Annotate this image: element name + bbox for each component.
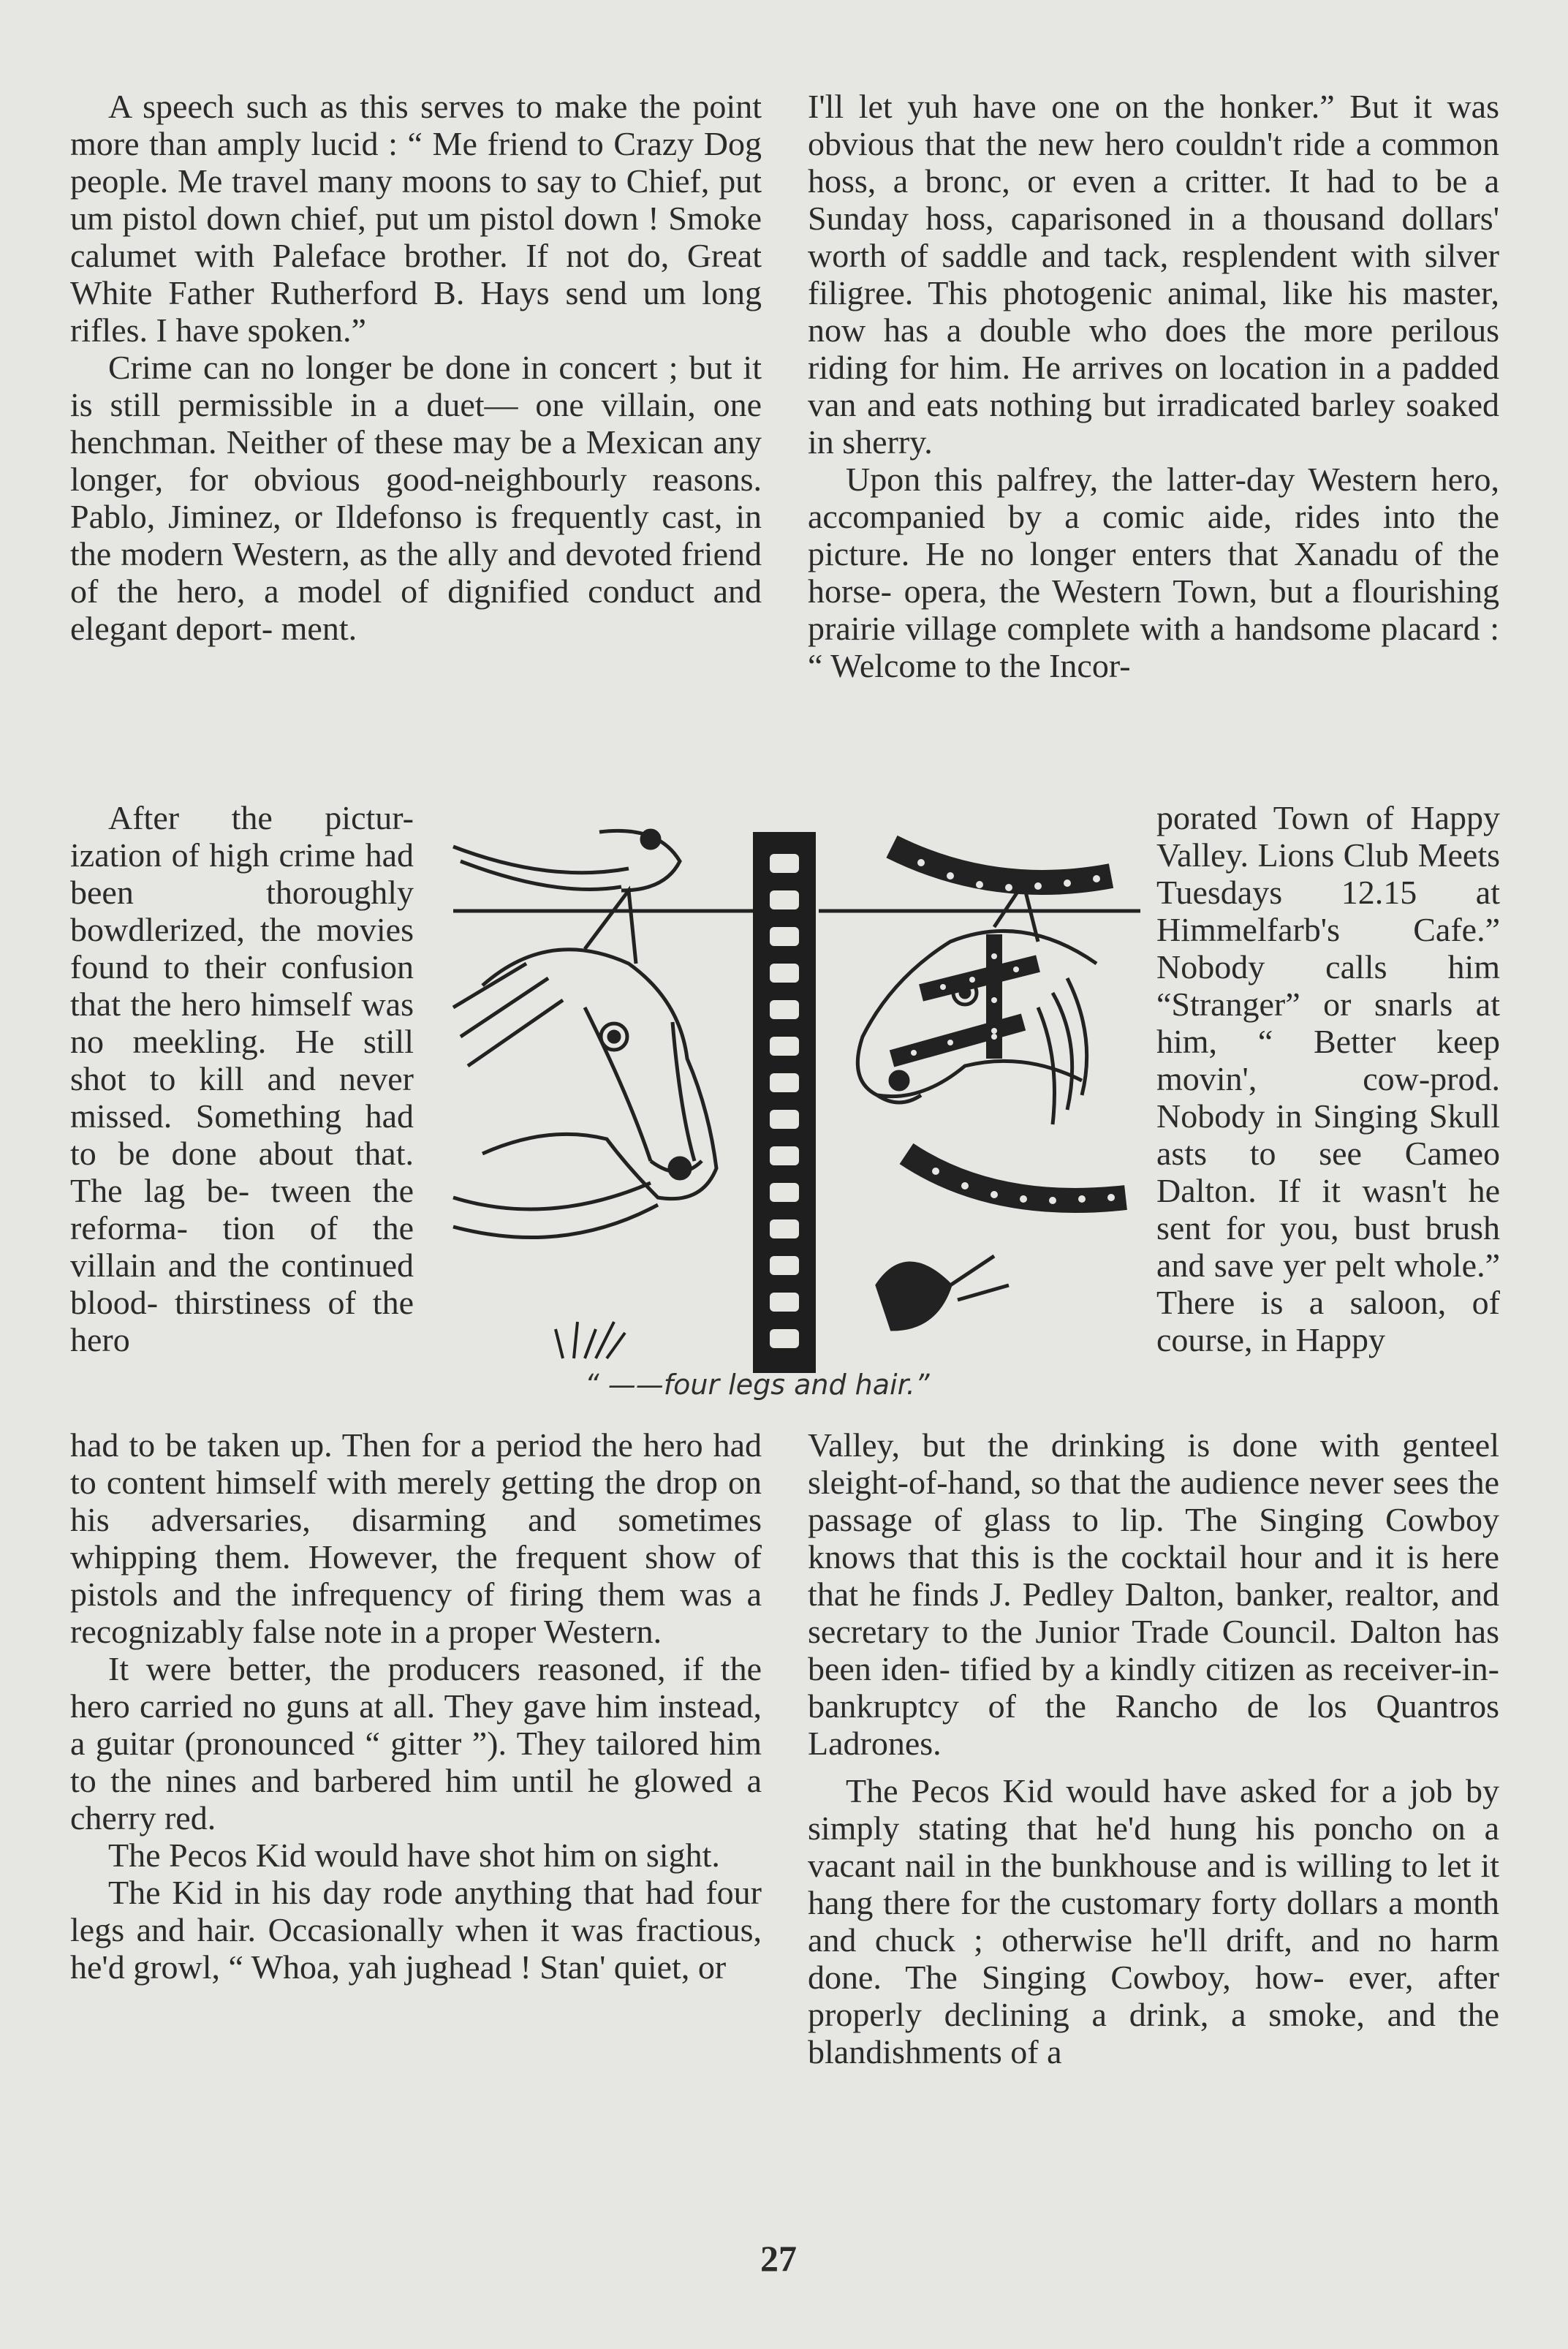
- plain-horse-head: [453, 890, 716, 1238]
- saddle-fringe: [877, 1256, 1009, 1329]
- breast-collar: [906, 1154, 1126, 1204]
- paragraph: Crime can no longer be done in concert ; but it is still permissible in a duet— one villain, one henchman. Neither of these may be a Mexican any longer, for obvious good-neighbourly reasons. Pablo, Jiminez, or Ildefonso is frequently cast, in the modern Western, as the ally and devoted friend of the hero, a model of dignified conduct and elegant deport- ment.: [70, 349, 762, 647]
- paragraph: Upon this palfrey, the latter-day Western hero, accompanied by a comic aide, rides into the picture. He no longer enters that Xanadu of the horse- opera, the Western Town, but a flourishing prairie village complete with a handsome placard : “ Welcome to the Incor-: [808, 461, 1499, 684]
- paragraph: The Kid in his day rode anything that had four legs and hair. Occasionally when it was fractious, he'd growl, “ Whoa, yah jughead ! Stan' quiet, or: [70, 1874, 762, 1986]
- left-column: [70, 88, 762, 647]
- horse-illustration: [439, 817, 1140, 1388]
- harness-top-right: [892, 847, 1111, 891]
- paragraph: I'll let yuh have one on the honker.” But it was obvious that the new hero couldn't ride a common hoss, a bronc, or even a critter. It had to be a Sunday hoss, caparisoned in a thousand dollars' worth of saddle and tack, resplendent with silver filigree. This photogenic animal, like his master, now has a double who does the more perilous riding for him. He arrives on location in a padded van and eats nothing but irradicated barley soaked in sherry.: [808, 88, 1499, 461]
- dressed-horse-head: [857, 883, 1097, 1124]
- paragraph: Valley, but the drinking is done with genteel sleight-of-hand, so that the audience never sees the passage of glass to lip. The Singing Cowboy knows that this is the cocktail hour and it is here that he finds J. Pedley Dalton, banker, realtor, and secretary to the Junior Trade Council. Dalton has been iden- tified by a kindly citizen as receiver-in- bankruptcy of the Rancho de los Quantros Ladrones.: [808, 1426, 1499, 1762]
- paragraph: It were better, the producers reasoned, if the hero carried no guns at all. They gave him instead, a guitar (pronounced “ gitter ”). They tailored him to the nines and barbered him until he glowed a cherry red.: [70, 1650, 762, 1837]
- paragraph: The Pecos Kid would have asked for a job by simply stating that he'd hung his poncho on a vacant nail in the bunkhouse and is willing to let it hang there for the customary forty dollars a month and chuck ; otherwise he'll drift, and no harm done. The Singing Cowboy, how- ever, after properly declining a drink, a smoke, and the blandishments of a: [808, 1772, 1499, 2070]
- paragraph: The Pecos Kid would have shot him on sight.: [108, 1837, 720, 1874]
- reins-top-left: [453, 831, 680, 890]
- paragraph: had to be taken up. Then for a period the hero had to content himself with merely getting the drop on his adversaries, disarming and sometimes whipping them. However, the frequent show of pistols and the infrequency of firing them was a recognizably false note in a proper Western.: [70, 1426, 762, 1650]
- left-wrapped-text: [70, 799, 414, 1358]
- figure-caption: “ ——four legs and hair.”: [585, 1369, 930, 1401]
- right-column: [808, 88, 1499, 684]
- paragraph: After the pictur- ization of high crime had been thoroughly bowdlerized, the movies found to their confusion that the hero himself was no meekling. He still shot to kill and never missed. Something had to be done about that. The lag be- tween the reforma- tion of the villain and the continued blood- thirstiness of the hero: [70, 799, 414, 1358]
- right-wrapped-text: [1156, 799, 1500, 1358]
- paragraph: porated Town of Happy Valley. Lions Club Meets Tuesdays 12.15 at Himmelfarb's Cafe.” Nobody calls him “Stranger” or snarls at him, “ Better keep movin', cow-prod. Nobody in Singing Skull asts to see Cameo Dalton. If it wasn't he sent for you, bust brush and save yer pelt whole.” There is a saloon, of course, in Happy: [1156, 799, 1500, 1358]
- left-column-continued: [70, 1426, 762, 1986]
- right-column-continued: [808, 1426, 1499, 2070]
- grass-tuft: [556, 1322, 625, 1358]
- page-number: 27: [760, 2238, 797, 2279]
- film-strip: [753, 832, 816, 1373]
- paragraph: A speech such as this serves to make the point more than amply lucid : “ Me friend to Crazy Dog people. Me travel many moons to say to Chief, put um pistol down chief, put um pistol down ! Smoke calumet with Paleface brother. If not do, Great White Father Rutherford B. Hays send um long rifles. I have spoken.”: [70, 88, 762, 349]
